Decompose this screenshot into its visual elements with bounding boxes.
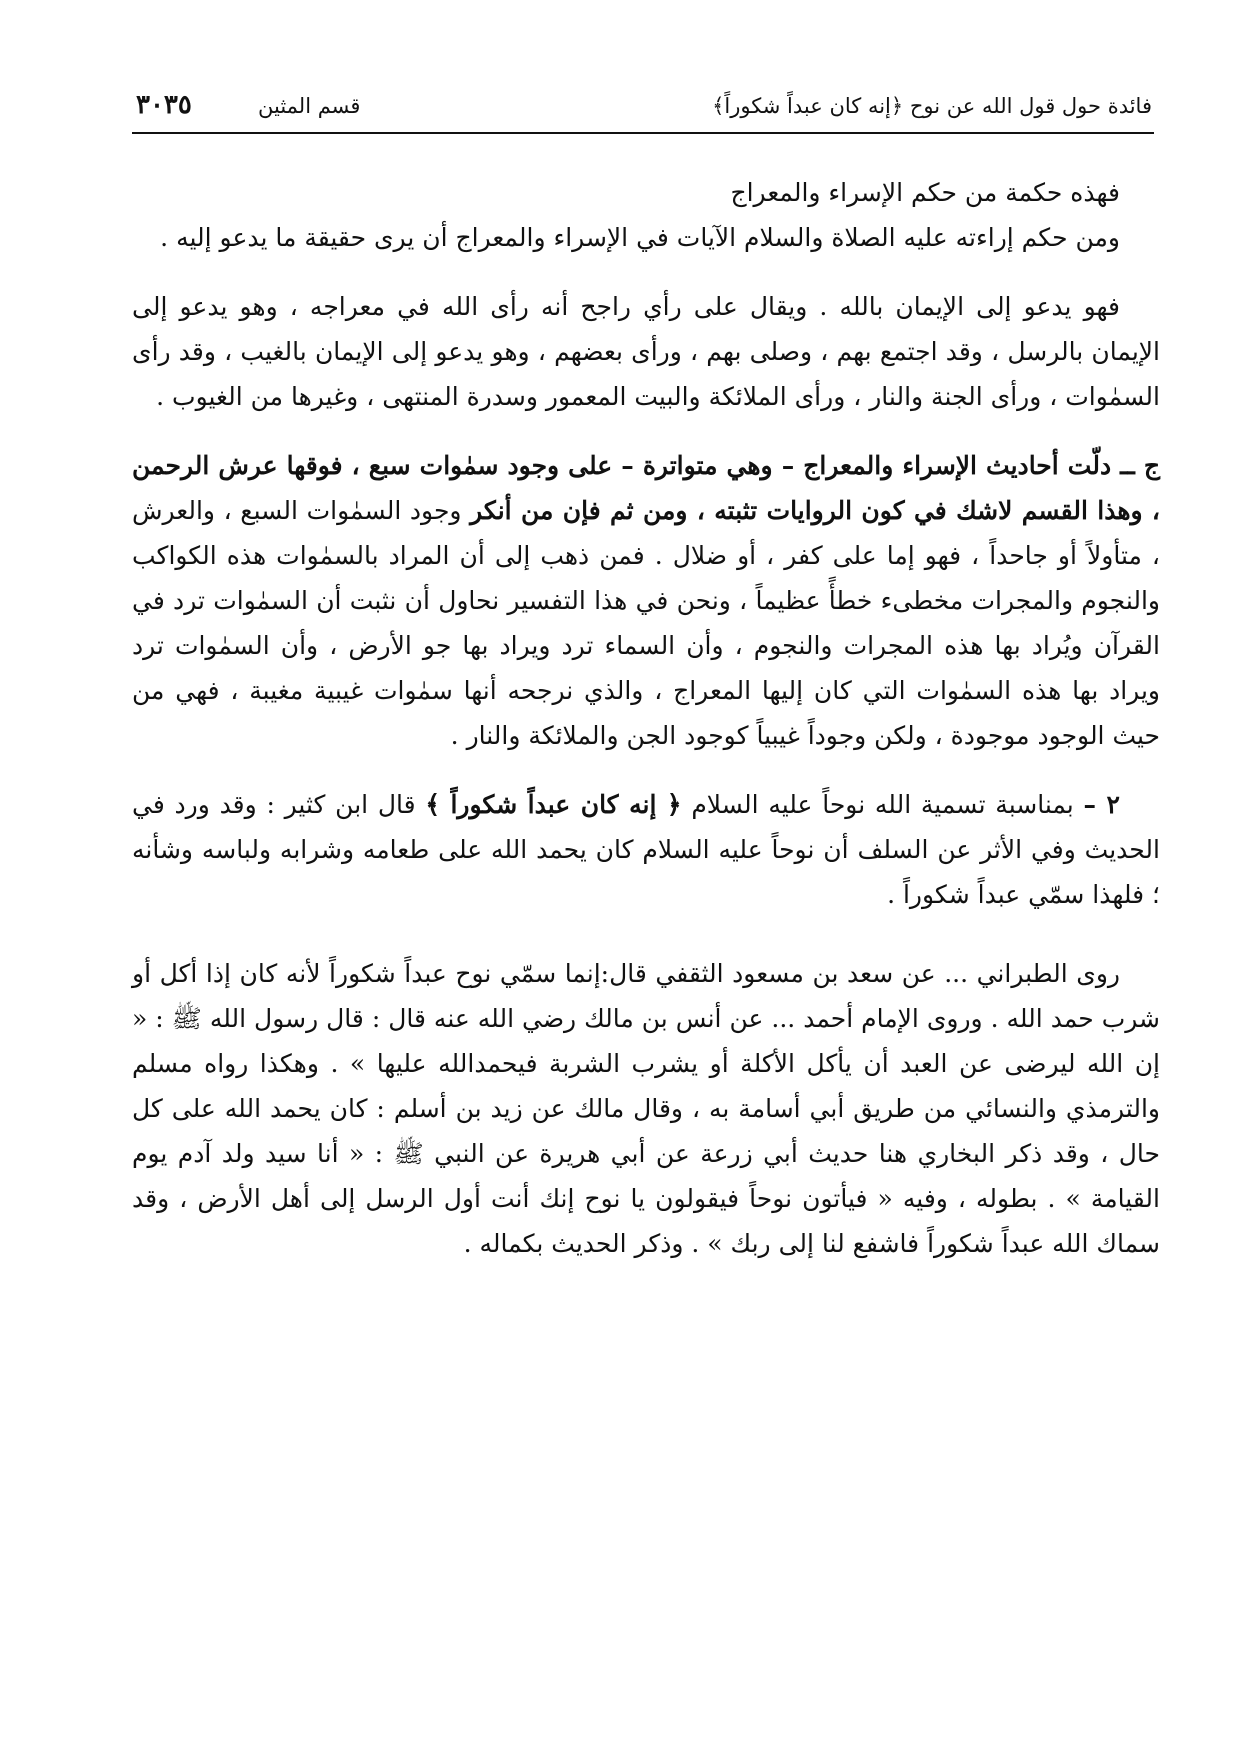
paragraph-4 [132, 443, 1160, 758]
page-body [132, 170, 1160, 1266]
paragraph-5-pre: بمناسبة تسمية الله نوحاً عليه السلام [691, 790, 1074, 819]
paragraph-5-post: قال ابن كثير : وقد ورد في الحديث وفي الأثر عن السلف أن نوحاً عليه السلام كان يحمد الله على طعامه وشرابه ولباسه وشأنه ؛ فلهذا سمّي عبداً شكوراً . [132, 790, 1160, 909]
paragraph-3: فهو يدعو إلى الإيمان بالله . ويقال على رأي راجح أنه رأى الله في معراجه ، وهو يدعو إلى الإيمان بالرسل ، وقد اجتمع بهم ، وصلى بهم ، ورأى بعضهم ، وهو يدعو إلى الإيمان بالغيب ، وقد رأى السمٰوات ، ورأى الجنة والنار ، ورأى الملائكة والبيت المعمور وسدرة المنتهى ، وغيرها من الغيوب . [132, 292, 1160, 411]
paragraph-5 [132, 782, 1160, 917]
paragraph-2: ومن حكم إراءته عليه الصلاة والسلام الآيات في الإسراء والمعراج أن يرى حقيقة ما يدعو إليه . [160, 223, 1120, 252]
paragraph-1: فهذه حكمة من حكم الإسراء والمعراج [730, 178, 1120, 207]
paragraph-6: روى الطبراني ... عن سعد بن مسعود الثقفي قال:إنما سمّي نوح عبداً شكوراً لأنه كان إذا أكل أو شرب حمد الله . وروى الإمام أحمد ... عن أنس بن مالك رضي الله عنه قال : قال رسول الله ﷺ : « إن الله ليرضى عن العبد أن يأكل الأكلة أو يشرب الشربة فيحمدالله عليها » . وهكذا رواه مسلم والترمذي والنسائي من طريق أبي أسامة به ، وقال مالك عن زيد بن أسلم : كان يحمد الله على كل حال ، وقد ذكر البخاري هنا حديث أبي زرعة عن أبي هريرة عن النبي ﷺ : « أنا سيد ولد آدم يوم القيامة » . بطوله ، وفيه « فيأتون نوحاً فيقولون يا نوح إنك أنت أول الرسل إلى أهل الأرض ، وقد سماك الله عبداً شكوراً فاشفع لنا إلى ربك » . وذكر الحديث بكماله . [132, 959, 1160, 1258]
section-name: قسم المثين [258, 94, 361, 118]
quran-quote: ﴿ إنه كان عبداً شكوراً ﴾ [425, 790, 682, 819]
running-title: فائدة حول قول الله عن نوح ﴿إنه كان عبداً شكوراً﴾ [712, 94, 1152, 118]
paragraph-4-rest: وجود السمٰوات السبع ، والعرش ، متأولاً أو جاحداً ، فهو إما على كفر ، أو ضلال . فمن ذهب إلى أن المراد بالسمٰوات هذه الكواكب والنجوم والمجرات مخطىء خطأً عظيماً ، ونحن في هذا التفسير نحاول أن نثبت أن السمٰوات ترد في القرآن ويُراد بها هذه المجرات والنجوم ، وأن السماء ترد ويراد بها جو الأرض ، وأن السمٰوات ترد ويراد بها هذه السمٰوات التي كان إليها المعراج ، والذي نرجحه أنها سمٰوات غيبية مغيبة ، فهي من حيث الوجود موجودة ، ولكن وجوداً غيبياً كوجود الجن والملائكة والنار . [132, 496, 1160, 750]
paragraph-5-number: ٢ – [1083, 790, 1120, 819]
page-number: ٣٠٣٥ [136, 90, 192, 120]
paragraph-4-lead: ج ــ دلّت أحاديث الإسراء والمعراج – وهي متواترة – على وجود سمٰوات سبع ، فوقها عرش الرحمن ، وهذا القسم لاشك في كون الروايات تثبته ، ومن ثم فإن من أنكر [132, 451, 1161, 525]
page-header [132, 82, 1154, 134]
